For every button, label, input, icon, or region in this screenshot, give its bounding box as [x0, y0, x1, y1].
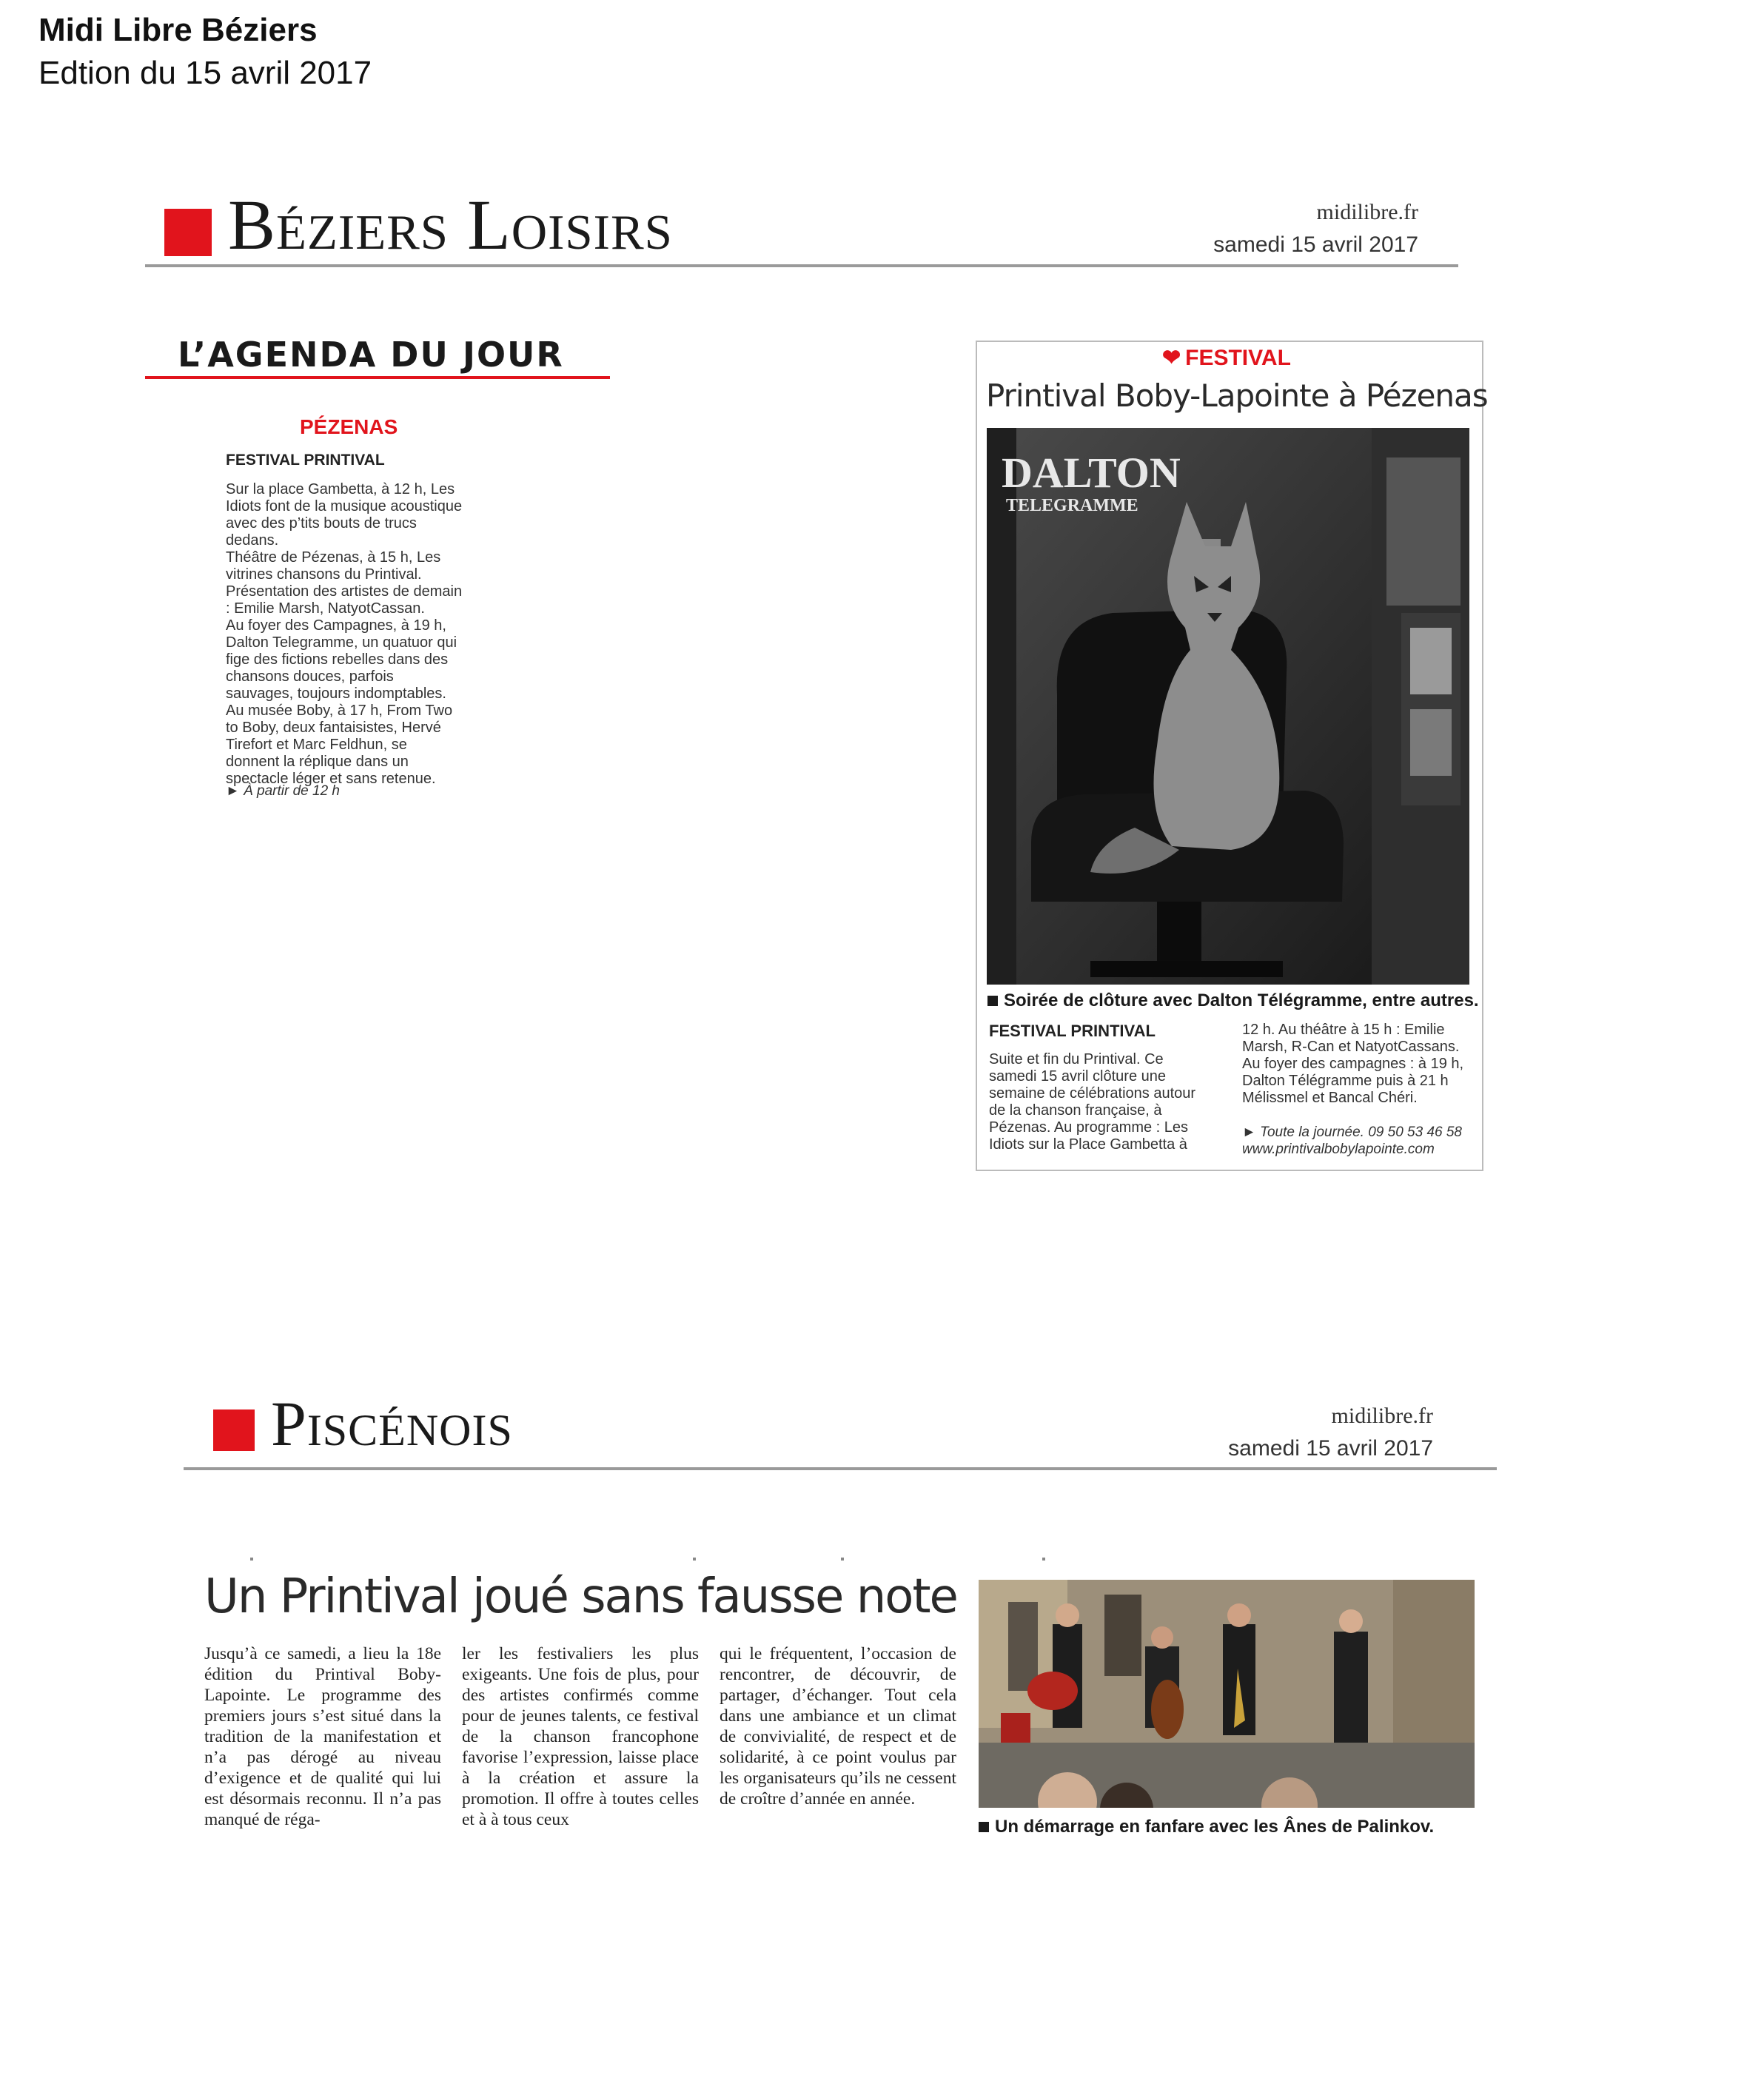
telegramme-logo-text: TELEGRAMME [1006, 496, 1138, 515]
section-date: samedi 15 avril 2017 [1213, 232, 1418, 257]
festival-contact [1242, 1124, 1462, 1158]
agenda-time: ► À partir de 12 h [226, 783, 340, 799]
agenda-body [226, 481, 463, 788]
section-marker [213, 1409, 255, 1451]
square-bullet-icon [979, 1822, 989, 1832]
article-col3: qui le fréquentent, l’occasion de rencontrer, de découvrir, de partager, d’échanger. Tout cela dans une ambiance et un climat de convivialité, de respect et de solidarité, à ce point voulus par les organisateurs qu’ils ne cessent de croître d’année en année. [720, 1644, 956, 1809]
festival-text-col2: 12 h. Au théâtre à 15 h : Emilie Marsh, R-Can et NatyotCassans. Au foyer des campagnes : à 19 h, Dalton Télégramme puis à 21 h Mélissmel et Bancal Chéri. [1242, 1022, 1464, 1106]
section-title: Piscénois [271, 1388, 513, 1459]
festival-caption-text: Soirée de clôture avec Dalton Télégramme, entre autres. [1004, 990, 1479, 1010]
section-site: midilibre.fr [1316, 200, 1418, 224]
section-marker [164, 209, 212, 256]
agenda-paragraph: Sur la place Gambetta, à 12 h, Les Idiots font de la musique acoustique avec des p’tits bouts de trucs dedans. [226, 481, 463, 549]
column-dot [693, 1558, 696, 1561]
square-bullet-icon [987, 996, 998, 1006]
article-col1: Jusqu’à ce samedi, a lieu la 18e édition du Printival Boby-Lapointe. Le programme des premiers jours s’est situé dans la tradition de la manifestation et n’a pas dérogé au niveau d’exigence et de qualité qui lui est désormais reconnu. Il n’a pas manqué de réga- [204, 1644, 441, 1829]
festival-subheading: FESTIVAL PRINTIVAL [989, 1022, 1156, 1040]
agenda-paragraph: Au musée Boby, à 17 h, From Two to Boby, deux fantaisistes, Hervé Tirefort et Marc Feldhun, se donnent la réplique dans un spectacle léger et sans retenue. [226, 703, 453, 787]
dalton-logo-text: DALTON [1002, 449, 1181, 497]
festival-caption [987, 990, 1479, 1011]
agenda-city: PÉZENAS [300, 415, 398, 438]
article-headline: Un Printival joué sans fausse note [204, 1569, 957, 1624]
document-title: Midi Libre Béziers [38, 12, 318, 48]
agenda-paragraph: Théâtre de Pézenas, à 15 h, Les vitrines chansons du Printival. Présentation des artistes de demain : Emilie Marsh, NatyotCassan. [226, 549, 463, 617]
festival-website: www.printivalbobylapointe.com [1242, 1142, 1435, 1157]
agenda-subheading: FESTIVAL PRINTIVAL [226, 452, 385, 469]
article-caption-text: Un démarrage en fanfare avec les Ânes de Palinkov. [995, 1817, 1435, 1837]
fox-on-chair-image [987, 428, 1469, 985]
section-title: Béziers Loisirs [228, 185, 673, 264]
festival-photo [987, 428, 1469, 985]
festival-phone: ► Toute la journée. 09 50 53 46 58 [1242, 1124, 1462, 1140]
article-col2: ler les festivaliers les plus exigeants. Une fois de plus, pour des artistes confirmés comme pour de jeunes talents, ce festival de la chanson francophone favorise l’expression, laisse place à la création et assure la promotion. Il offre à toutes celles et à à tous ceux [462, 1644, 699, 1829]
agenda-heading: L’AGENDA DU JOUR [178, 335, 564, 375]
column-dot [841, 1558, 844, 1561]
festival-kicker-label: FESTIVAL [1185, 346, 1291, 370]
heart-icon: ❤ [1162, 346, 1181, 370]
column-dot [1042, 1558, 1045, 1561]
article-photo [979, 1580, 1475, 1808]
article-caption [979, 1817, 1434, 1837]
agenda-rule [145, 376, 610, 379]
document-edition: Edtion du 15 avril 2017 [38, 55, 372, 91]
agenda-paragraph: Au foyer des Campagnes, à 19 h, Dalton Telegramme, un quatuor qui fige des fictions rebelles dans des chansons douces, parfois sauvages, toujours indomptables. [226, 617, 457, 702]
festival-kicker [1162, 345, 1291, 371]
band-performance-image [979, 1580, 1475, 1808]
section-date: samedi 15 avril 2017 [1228, 1436, 1433, 1461]
section-rule [145, 264, 1458, 267]
section-rule [184, 1467, 1497, 1470]
festival-text-col1: Suite et fin du Printival. Ce samedi 15 avril clôture une semaine de célébrations autour de la chanson française, à Pézenas. Au programme : Les Idiots sur la Place Gambetta à [989, 1051, 1196, 1153]
section-site: midilibre.fr [1331, 1404, 1433, 1428]
festival-title: Printival Boby-Lapointe à Pézenas [986, 378, 1488, 414]
column-dot [250, 1558, 253, 1561]
